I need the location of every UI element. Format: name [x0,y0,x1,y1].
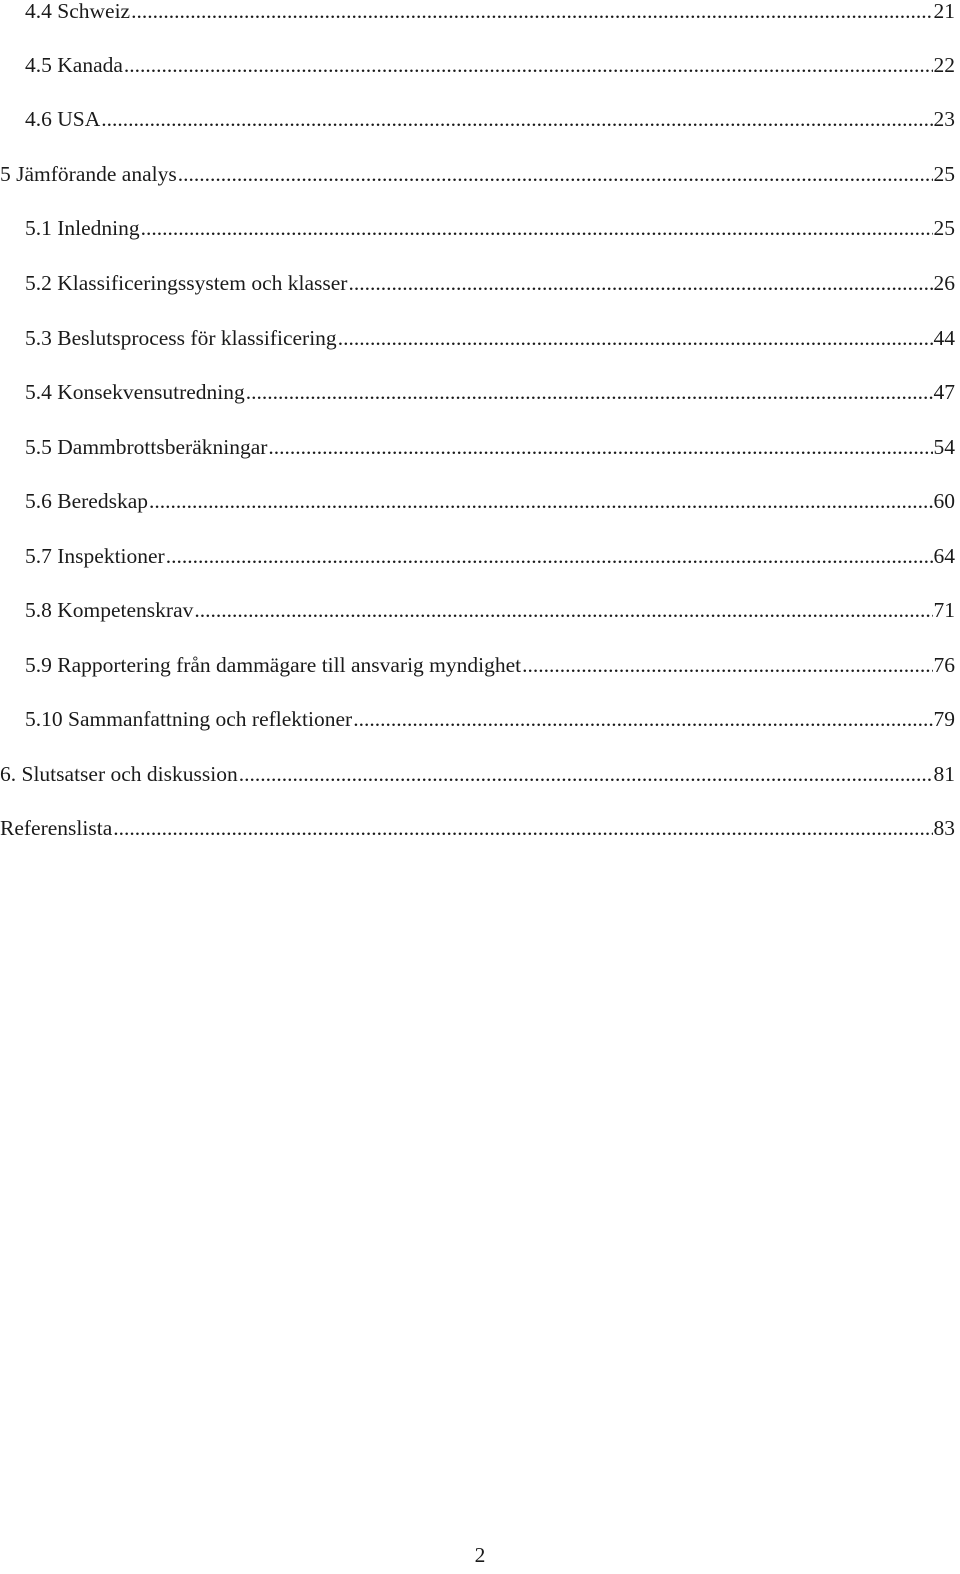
toc-entry[interactable] [0,161,955,187]
toc-entry-page: 47 [933,380,955,404]
toc-entry[interactable] [25,106,955,132]
toc-leader-dots [268,434,932,460]
toc-entry-page: 44 [933,326,955,350]
toc-leader-dots [338,325,933,351]
toc-entry[interactable] [25,543,955,569]
toc-entry-page: 71 [933,598,955,622]
toc-entry-page: 76 [933,653,955,677]
toc-entry[interactable] [25,215,955,241]
toc-leader-dots [353,706,932,732]
toc-leader-dots [124,52,933,78]
toc-entry[interactable] [25,379,955,405]
toc-entry-title: 5.3 Beslutsprocess för klassificering [25,326,337,350]
toc-entry-title: 5.8 Kompetenskrav [25,598,194,622]
toc-entry-title: 4.4 Schweiz [25,0,131,23]
toc-entry-page: 54 [933,435,955,459]
toc-entry[interactable] [25,706,955,732]
toc-entry-page: 22 [933,53,955,77]
toc-leader-dots [239,761,933,787]
toc-entry-page: 26 [933,271,955,295]
toc-entry[interactable] [25,488,955,514]
toc-leader-dots [178,161,933,187]
toc-entry-title: 5.2 Klassificeringssystem och klasser [25,271,348,295]
toc-entry-page: 60 [933,489,955,513]
toc-entry[interactable] [0,815,955,841]
toc-entry-page: 21 [933,0,955,23]
toc-entry-title: 5.5 Dammbrottsberäkningar [25,435,268,459]
toc-entry-page: 79 [933,707,955,731]
toc-entry-title: 5.9 Rapportering från dammägare till ansvarig myndighet [25,653,522,677]
toc-entry-page: 25 [933,216,955,240]
toc-entry-title: Referenslista [0,816,113,840]
toc-entry-page: 81 [933,762,955,786]
toc-entry-page: 25 [933,162,955,186]
toc-leader-dots [166,543,933,569]
toc-entry-title: 4.5 Kanada [25,53,123,77]
toc-entry-title: 5.10 Sammanfattning och reflektioner [25,707,353,731]
toc-entry-title: 5 Jämförande analys [0,162,177,186]
page-number: 2 [474,1543,486,1567]
toc-entry-title: 5.7 Inspektioner [25,544,165,568]
toc-entry-title: 4.6 USA [25,107,101,131]
toc-entry[interactable] [0,761,955,787]
toc-entry[interactable] [25,652,955,678]
toc-entry-title: 5.4 Konsekvensutredning [25,380,245,404]
toc-leader-dots [131,0,932,24]
toc-entry[interactable] [25,270,955,296]
toc-leader-dots [149,488,933,514]
toc-entry-page: 83 [933,816,955,840]
toc-entry[interactable] [25,434,955,460]
toc-entry[interactable] [25,0,955,24]
toc-entry-title: 5.1 Inledning [25,216,140,240]
toc-leader-dots [101,106,932,132]
toc-entry-page: 64 [933,544,955,568]
toc-leader-dots [348,270,932,296]
toc-entry[interactable] [25,325,955,351]
toc-leader-dots [141,215,933,241]
toc-leader-dots [522,652,932,678]
toc-entry[interactable] [25,597,955,623]
toc-entry-title: 5.6 Beredskap [25,489,148,513]
toc-entry[interactable] [25,52,955,78]
toc-leader-dots [113,815,932,841]
toc-entry-title: 6. Slutsatser och diskussion [0,762,238,786]
toc-entry-page: 23 [933,107,955,131]
toc-leader-dots [194,597,932,623]
toc-leader-dots [246,379,933,405]
